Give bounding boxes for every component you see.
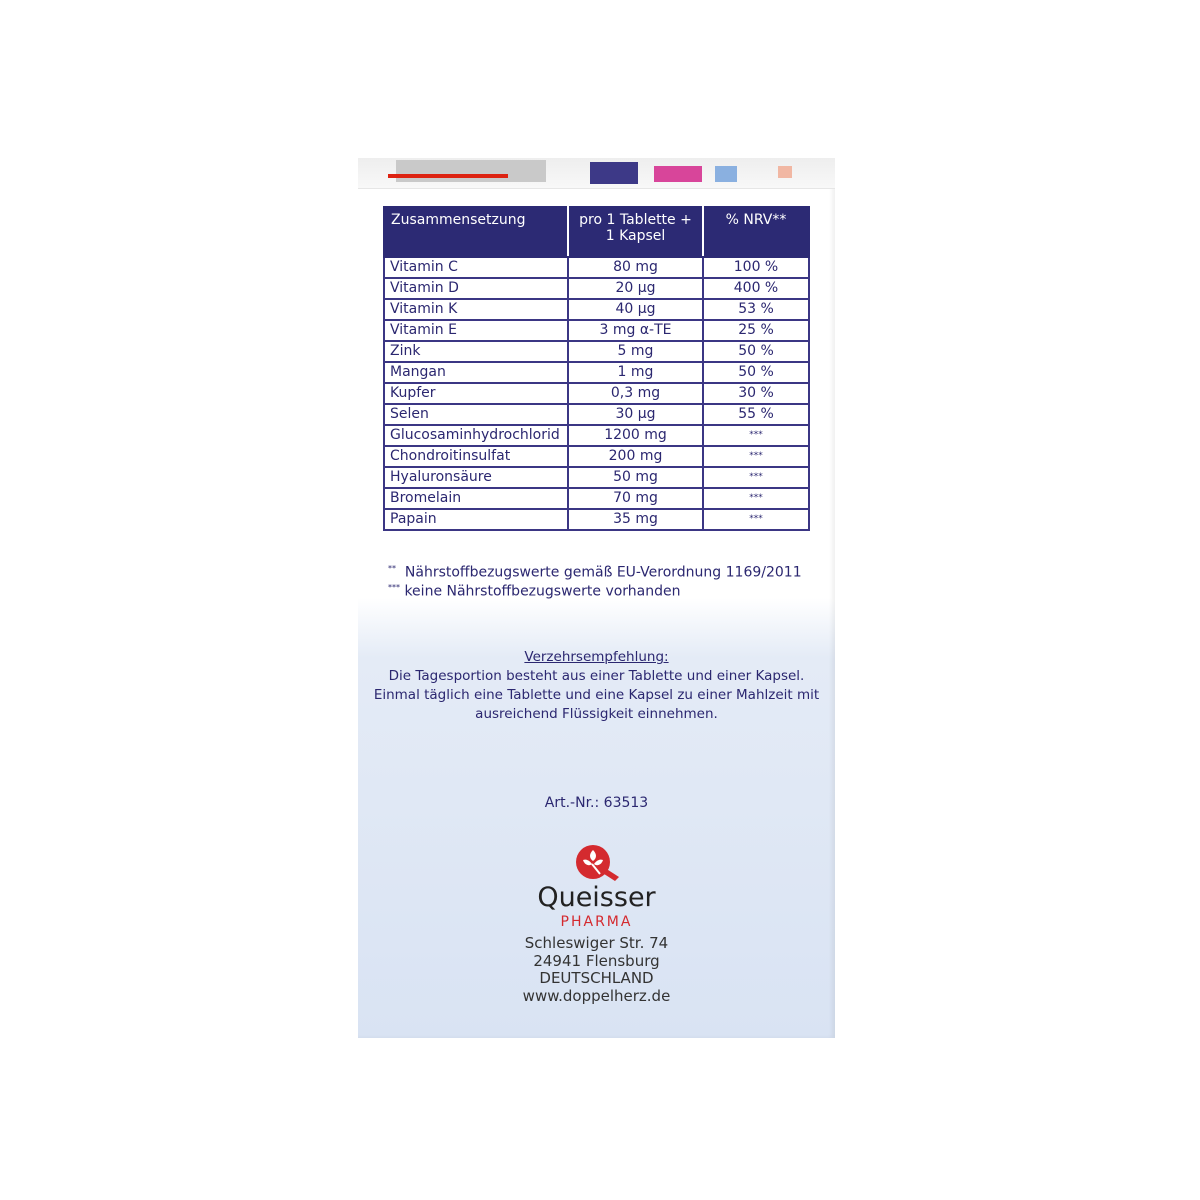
table-row bbox=[384, 278, 809, 299]
nrv-cell: 30 % bbox=[703, 383, 809, 404]
table-row bbox=[384, 257, 809, 278]
header-composition: Zusammensetzung bbox=[384, 207, 568, 257]
nrv-cell: 50 % bbox=[703, 362, 809, 383]
nrv-cell: 25 % bbox=[703, 320, 809, 341]
queisser-logo-icon bbox=[575, 844, 619, 882]
nrv-cell: *** bbox=[703, 425, 809, 446]
amount-cell: 200 mg bbox=[568, 446, 703, 467]
nrv-cell: 53 % bbox=[703, 299, 809, 320]
footnote-2: *** keine Nährstoffbezugswerte vorhanden bbox=[388, 583, 681, 600]
ingredient-cell: Glucosaminhydrochlorid bbox=[384, 425, 568, 446]
brand-sub: PHARMA bbox=[560, 914, 633, 930]
ingredient-cell: Papain bbox=[384, 509, 568, 530]
ingredient-cell: Zink bbox=[384, 341, 568, 362]
ingredient-cell: Hyaluronsäure bbox=[384, 467, 568, 488]
ingredient-cell: Vitamin D bbox=[384, 278, 568, 299]
website-link[interactable]: www.doppelherz.de bbox=[522, 986, 671, 1005]
table-row bbox=[384, 446, 809, 467]
amount-cell: 35 mg bbox=[568, 509, 703, 530]
table-row bbox=[384, 320, 809, 341]
table-row bbox=[384, 509, 809, 530]
table-row bbox=[384, 488, 809, 509]
nrv-cell: 400 % bbox=[703, 278, 809, 299]
product-box-back bbox=[358, 158, 835, 1038]
amount-cell: 40 µg bbox=[568, 299, 703, 320]
ingredient-cell: Mangan bbox=[384, 362, 568, 383]
nrv-cell: 100 % bbox=[703, 257, 809, 278]
directions-title: Verzehrsempfehlung: bbox=[524, 649, 669, 665]
ingredient-cell: Kupfer bbox=[384, 383, 568, 404]
header-nrv: % NRV** bbox=[703, 207, 809, 257]
ingredient-cell: Selen bbox=[384, 404, 568, 425]
nrv-cell: *** bbox=[703, 467, 809, 488]
nrv-cell: *** bbox=[703, 509, 809, 530]
amount-cell: 0,3 mg bbox=[568, 383, 703, 404]
table-row bbox=[384, 383, 809, 404]
table-row bbox=[384, 467, 809, 488]
brand-name: Queisser bbox=[537, 882, 656, 913]
table-row bbox=[384, 362, 809, 383]
table-row bbox=[384, 341, 809, 362]
ingredient-cell: Bromelain bbox=[384, 488, 568, 509]
nutrition-table bbox=[383, 206, 810, 531]
ingredient-cell: Chondroitinsulfat bbox=[384, 446, 568, 467]
usage-directions: Verzehrsempfehlung: Die Tagesportion besteht aus einer Tablette und einer Kapsel. Einmal täglich eine Tablette und eine Kapsel zu einer Mahlzeit mit ausreichend Flüssigkeit einnehmen. bbox=[358, 648, 835, 724]
box-top-flap bbox=[358, 158, 835, 189]
ingredient-cell: Vitamin K bbox=[384, 299, 568, 320]
amount-cell: 80 mg bbox=[568, 257, 703, 278]
header-amount: pro 1 Tablette + 1 Kapsel bbox=[568, 207, 703, 257]
ingredient-cell: Vitamin C bbox=[384, 257, 568, 278]
amount-cell: 3 mg α-TE bbox=[568, 320, 703, 341]
amount-cell: 70 mg bbox=[568, 488, 703, 509]
amount-cell: 20 µg bbox=[568, 278, 703, 299]
ingredient-cell: Vitamin E bbox=[384, 320, 568, 341]
amount-cell: 50 mg bbox=[568, 467, 703, 488]
address: Schleswiger Str. 74 24941 Flensburg DEUTSCHLAND www.doppelherz.de bbox=[358, 935, 835, 1005]
footnote-1: ** Nährstoffbezugswerte gemäß EU-Verordnung 1169/2011 bbox=[388, 564, 802, 581]
amount-cell: 1200 mg bbox=[568, 425, 703, 446]
amount-cell: 30 µg bbox=[568, 404, 703, 425]
nrv-cell: 50 % bbox=[703, 341, 809, 362]
nrv-cell: *** bbox=[703, 488, 809, 509]
table-row bbox=[384, 299, 809, 320]
nrv-cell: *** bbox=[703, 446, 809, 467]
nrv-cell: 55 % bbox=[703, 404, 809, 425]
article-number: Art.-Nr.: 63513 bbox=[544, 795, 649, 811]
amount-cell: 1 mg bbox=[568, 362, 703, 383]
amount-cell: 5 mg bbox=[568, 341, 703, 362]
table-row bbox=[384, 404, 809, 425]
table-row bbox=[384, 425, 809, 446]
